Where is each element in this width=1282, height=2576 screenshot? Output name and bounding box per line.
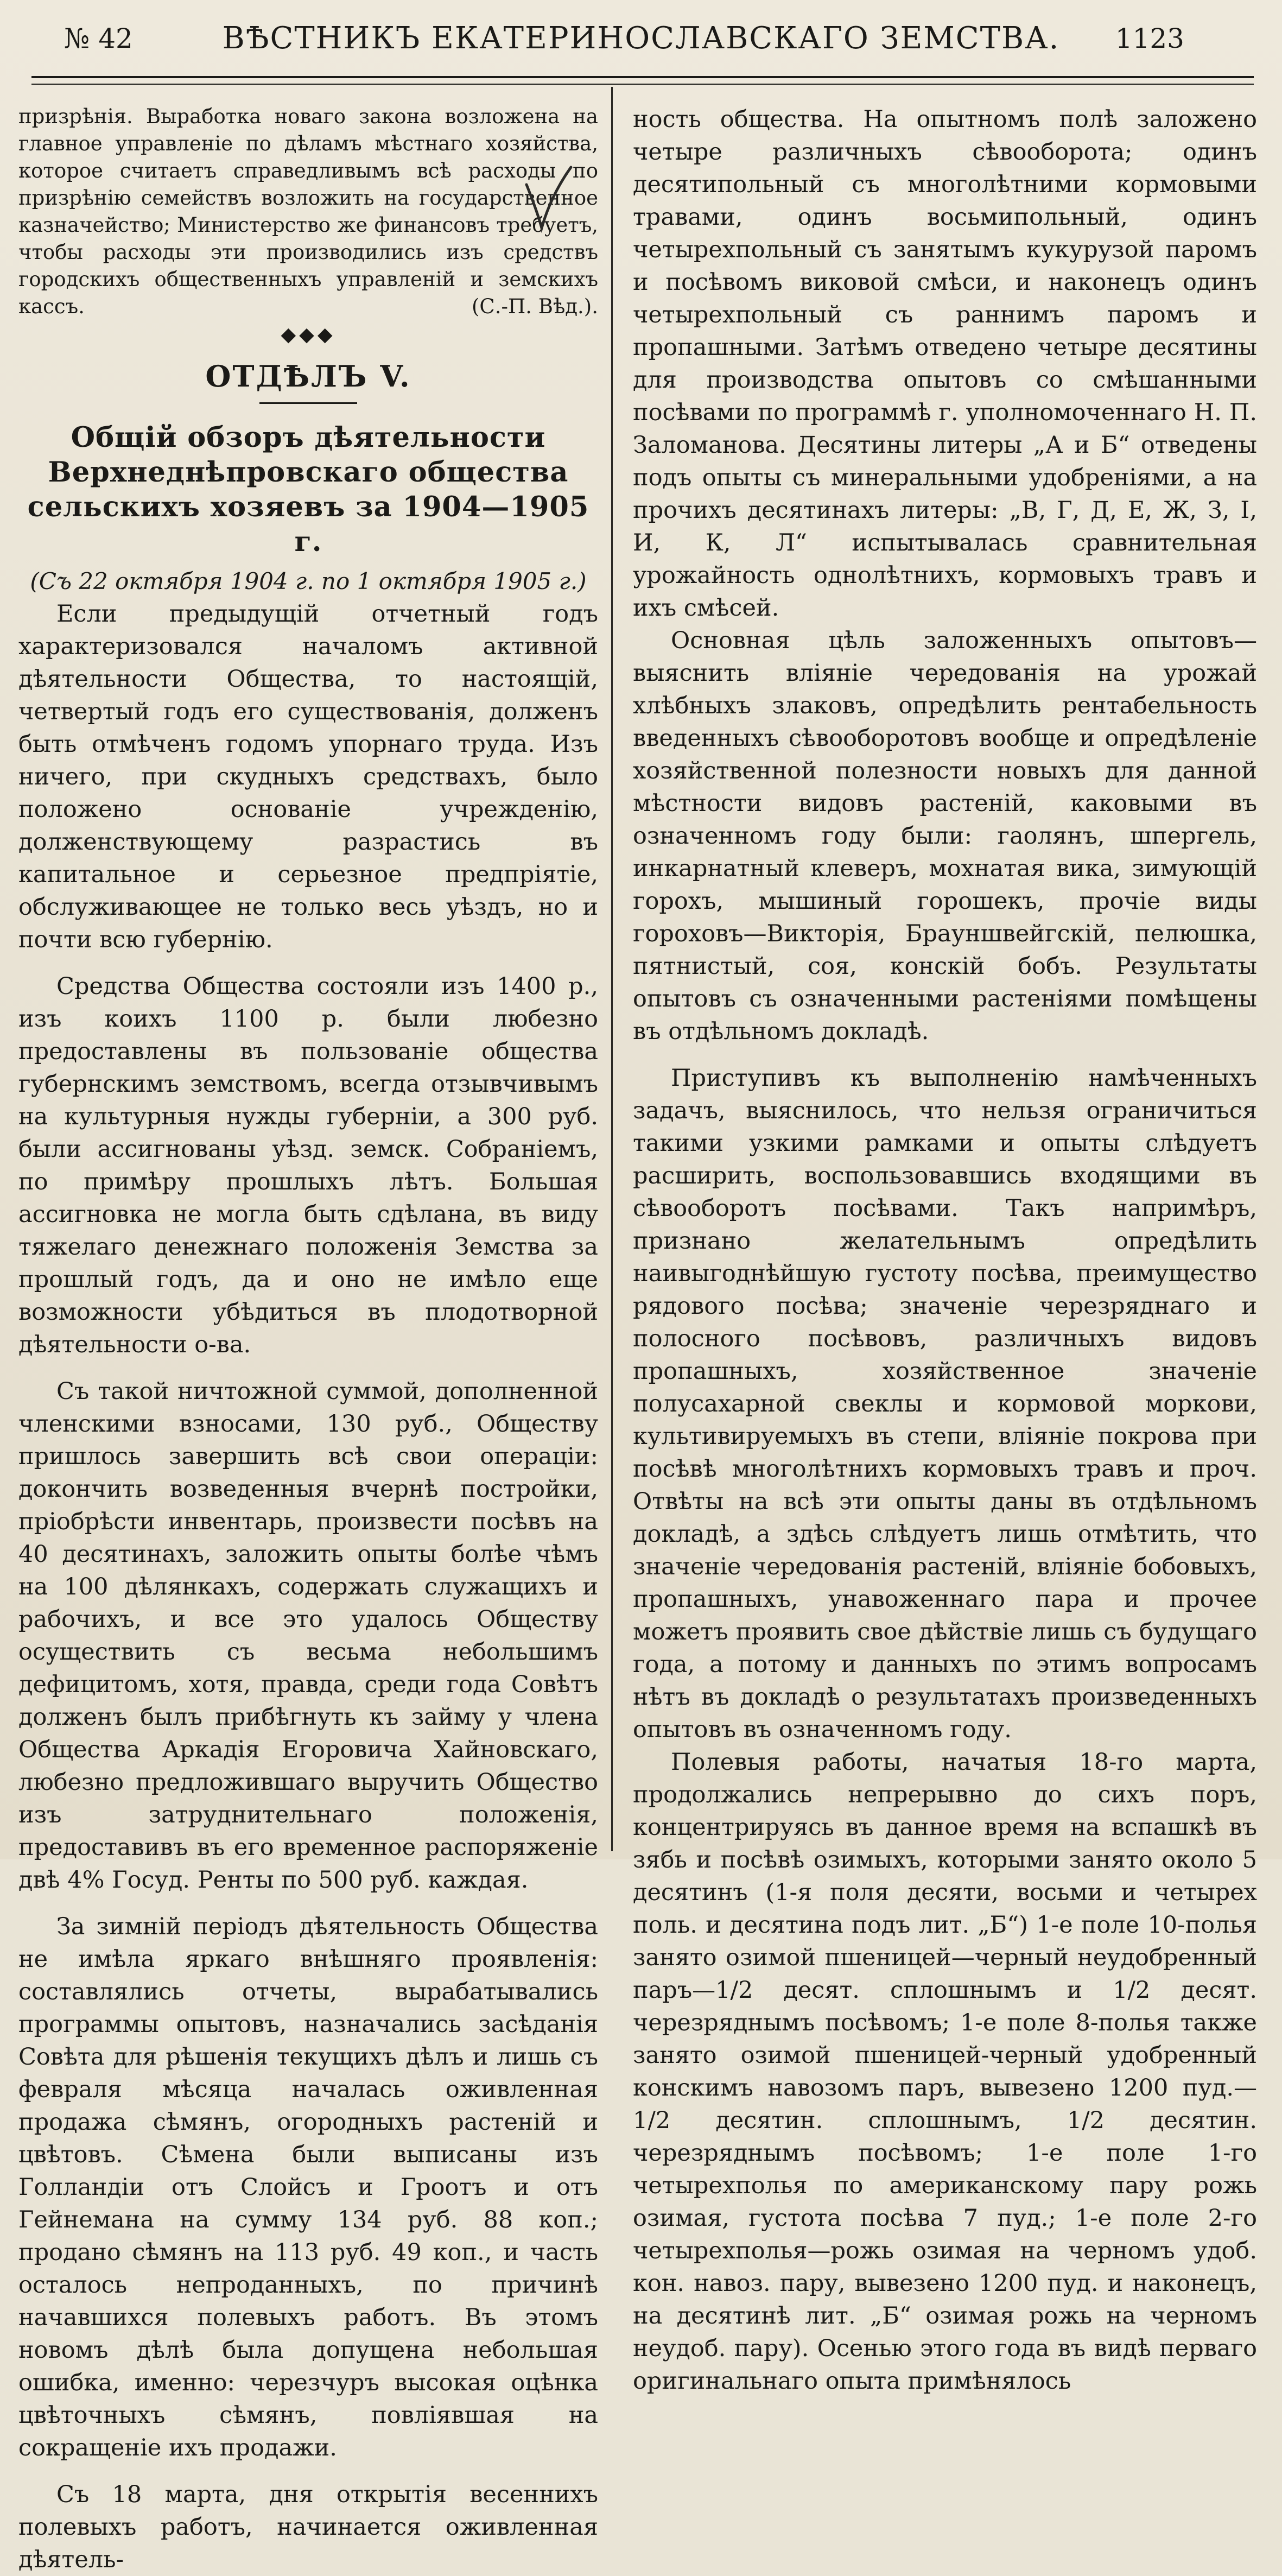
left-paragraph-1: Если предыдущій отчетный годъ характеризовался началомъ активной дѣятельности Общества, то настоящій, четвертый годъ его существованія, долженъ быть отмѣченъ годомъ упорнаго труда. Изъ ничего, при скудныхъ средствахъ, было положено основаніе учрежденію, долженствующему разрастись въ капитальное и серьезное предпріятіе, обслуживающее не только весь уѣздъ, но и почти всю губернію. [18,600,598,953]
article-title: Общій обзоръ дѣятельности Верхнеднѣпровскаго общества сельскихъ хозяевъ за 1904—1905 г. [27,421,589,558]
header-rule [31,76,1254,85]
left-paragraph-4: За зимній періодъ дѣятельность Общества не имѣла яркаго внѣшняго проявленія: составлялись отчеты, вырабатывались программы опытовъ, назначались засѣданія Совѣта для рѣшенія текущихъ дѣлъ и лишь съ февраля мѣсяца началась оживленная продажа сѣмянъ, огородныхъ растеній и цвѣтовъ. Сѣмена были выписаны изъ Голландіи отъ Слойсъ и Гроотъ и отъ Гейнемана на сумму 134 руб. 88 коп.; продано сѣмянъ на 113 руб. 49 коп., и часть осталось непроданныхъ, по причинѣ начавшихся полевыхъ работъ. Въ этомъ новомъ дѣлѣ была допущена небольшая ошибка, именно: черезчуръ высокая оцѣнка цвѣточныхъ сѣмянъ, повліявшая на сокращеніе ихъ продажи. [18,1913,598,2461]
page-header [22,16,1260,65]
right-paragraph-4: Полевыя работы, начатыя 18-го марта, продолжались непрерывно до сихъ поръ, концентрируясь въ данное время на вспашкѣ въ зябь и посѣвѣ озимыхъ, которыми занято около 5 десятинъ (1-я поля десяти, восьми и четырех поль. и десятина подъ лит. „Б“) 1-е поле 10-полья занято озимой пшеницей—черный неудобренный паръ—1/2 десят. сплошнымъ и 1/2 десят. черезряднымъ посѣвомъ; 1-е поле 8-полья также занято озимой пшеницей-черный удобренный конскимъ навозомъ паръ, вывезено 1200 пуд.—1/2 десятин. сплошнымъ, 1/2 десятин. черезряднымъ посѣвомъ; 1-е поле 1-го четырехполья по американскому пару рожь озимая, густота посѣва 7 пуд.; 1-е поле 2-го четырехполья—рожь озимая на черномъ удоб. кон. навоз. пару, вывезено 1200 пуд. и наконецъ, на десятинѣ лит. „Б“ озимая рожь на черномъ неудоб. пару). Осенью этого года въ видѣ перваго оригинальнаго опыта примѣнялось [633,1749,1257,2395]
left-paragraph-5: Съ 18 марта, дня открытія весеннихъ полевыхъ работъ, начинается оживленная дѣятель- [18,2481,598,2573]
ornament-divider: ◆◆◆ [281,324,336,346]
section-heading: ОТДѢЛЪ V. [205,359,411,394]
intro-paragraph [18,103,598,320]
left-paragraph-2: Средства Общества состояли изъ 1400 р., изъ коихъ 1100 р. были любезно предоставлены въ пользованіе общества губернскимъ земствомъ, всегда отзывчивымъ на культурныя нужды губерніи, а 300 руб. были ассигнованы уѣзд. земск. Собраніемъ, по примѣру прошлыхъ лѣтъ. Большая ассигновка не могла быть сдѣлана, въ виду тяжелаго денежнаго положенія Земства за прошлый годъ, да и оно не имѣло еще возможности убѣдиться въ плодотворной дѣятельности о-ва. [18,973,598,1358]
journal-title: ВѢСТНИКЪ ЕКАТЕРИНОСЛАВСКАГО ЗЕМСТВА. [222,21,1060,56]
right-paragraph-3: Приступивъ къ выполненію намѣченныхъ задачъ, выяснилось, что нельзя ограничиться такими узкими рамками и опыты слѣдуетъ расширить, воспользовавшись входящими въ сѣвооборотъ посѣвами. Такъ напримѣръ, признано желательнымъ опредѣлить наивыгоднѣйшую густоту посѣва, преимущество рядового посѣва; значеніе черезряднаго и полосного посѣвовъ, различныхъ видовъ пропашныхъ, хозяйственное значеніе полусахарной свеклы и кормовой моркови, культивируемыхъ въ степи, вліяніе покрова при посѣвѣ многолѣтнихъ кормовыхъ травъ и проч. Отвѣты на всѣ эти опыты даны въ отдѣльномъ докладѣ, а здѣсь слѣдуетъ лишь отмѣтить, что значеніе чередованія растеній, вліяніе бобовыхъ, пропашныхъ, унавоженнаго пара и прочее можетъ проявить свое дѣйствіе лишь съ будущаго года, а потому и данныхъ по этимъ вопросамъ нѣтъ въ докладѣ о результатахъ произведенныхъ опытовъ въ означенномъ году. [633,1065,1257,1743]
issue-number: № 42 [64,23,133,54]
page-number: 1123 [1115,23,1184,54]
right-paragraph-2: Основная цѣль заложенныхъ опытовъ—выяснить вліяніе чередованія на урожай хлѣбныхъ злаковъ, опредѣлить рентабельность введенныхъ сѣвооборотовъ вообще и опредѣленіе хозяйственной полезности новыхъ для данной мѣстности видовъ растеній, каковыми въ означенномъ году были: гаолянъ, шпергель, инкарнатный клеверъ, мохнатая вика, зимующій горохъ, мышиный горошекъ, прочіе виды гороховъ—Викторія, Брауншвейгскій, пелюшка, пятнистый, соя, конскій бобъ. Результаты опытовъ съ означенными растеніями помѣщены въ отдѣльномъ докладѣ. [633,627,1257,1045]
article-subtitle: (Съ 22 октября 1904 г. по 1 октября 1905 г.) [30,568,587,594]
intro-source: (С.-П. Вѣд.). [471,295,598,318]
right-paragraph-1: ность общества. На опытномъ полѣ заложено четыре различныхъ сѣвооборота; одинъ десятипольный съ многолѣтними кормовыми травами, одинъ восьмипольный, одинъ четырехпольный съ занятымъ кукурузой паромъ и посѣвомъ виковой смѣси, и наконецъ одинъ четырехпольный съ раннимъ паромъ и пропашными. Затѣмъ отведено четыре десятины для производства опытовъ со смѣшанными посѣвами по программѣ г. уполномоченнаго Н. П. Заломанова. Десятины литеры „А и Б“ отведены подъ опыты съ минеральными удобреніями, а на прочихъ десятинахъ литеры: „В, Г, Д, Е, Ж, З, I, И, К, Л“ испытывалась сравнительная урожайность однолѣтнихъ, кормовыхъ травъ и ихъ смѣсей. [633,106,1257,622]
left-column [18,103,598,2576]
section-rule [259,402,357,404]
intro-text: призрѣнія. Выработка новаго закона возложена на главное управленіе по дѣламъ мѣстнаго хозяйства, которое считаетъ справедливымъ всѣ расходы по призрѣнію семействъ возложить на государственное казначейство; Министерство же финансовъ требуетъ, чтобы расходы эти производились изъ средствъ городскихъ общественныхъ управленій и земскихъ кассъ. [18,105,598,318]
handwritten-check-mark [521,163,575,233]
left-paragraph-3: Съ такой ничтожной суммой, дополненной членскими взносами, 130 руб., Обществу пришлось завершить всѣ свои операціи: докончить возведенныя вчернѣ постройки, пріобрѣсти инвентарь, произвести посѣвъ на 40 десятинахъ, заложить опыты болѣе чѣмъ на 100 дѣлянкахъ, содержать служащихъ и рабочихъ, и все это удалось Обществу осуществить съ весьма небольшимъ дефицитомъ, хотя, правда, среди года Совѣтъ долженъ былъ прибѣгнуть къ займу у члена Общества Аркадія Егоровича Хайновскаго, любезно предложившаго выручить Общество изъ затруднительнаго положенія, предоставивъ въ его временное распоряженіе двѣ 4% Госуд. Ренты по 500 руб. каждая. [18,1378,598,1894]
right-column [633,103,1257,2397]
column-divider [611,87,613,1851]
